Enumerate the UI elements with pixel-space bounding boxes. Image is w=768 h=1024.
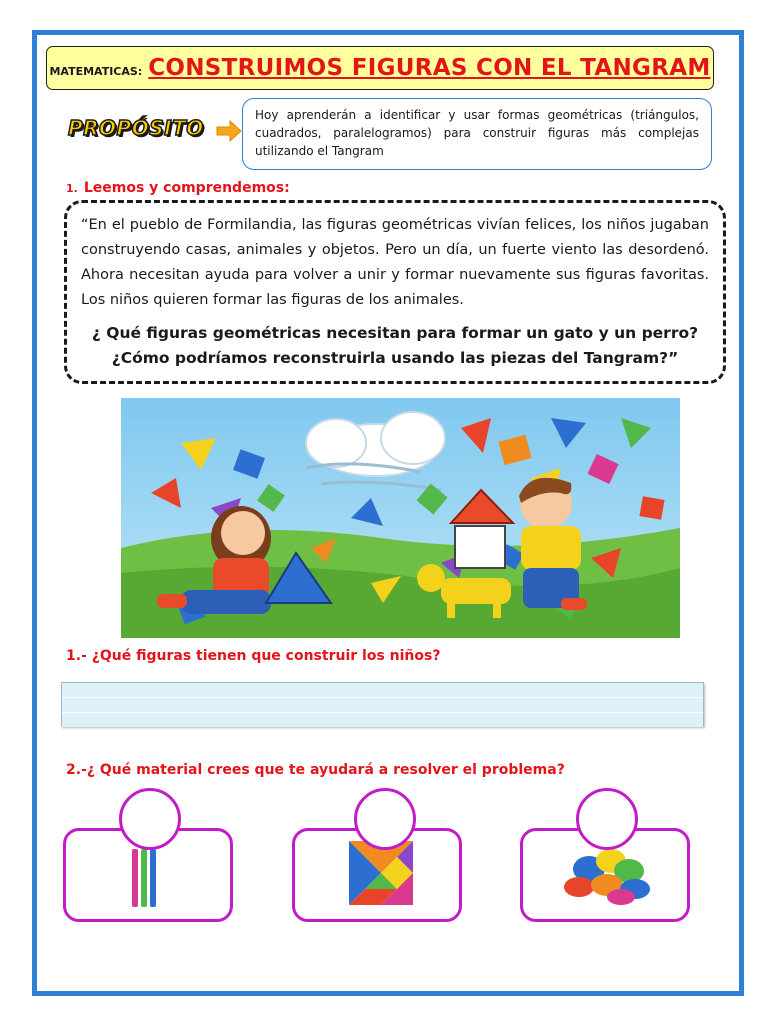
page-title: CONSTRUIMOS FIGURAS CON EL TANGRAM xyxy=(148,55,711,81)
story-question: ¿ Qué figuras geométricas necesitan para formar un gato y un perro? ¿Cómo podríamos reconstruirla usando las piezas del Tangram?” xyxy=(91,324,699,367)
arrow-right-icon xyxy=(216,120,242,142)
sticks-icon xyxy=(126,847,166,909)
section-number: 1. xyxy=(66,182,78,195)
question-2: 2.-¿ Qué material crees que te ayudará a resolver el problema? xyxy=(66,762,565,778)
purpose-label: PROPÓSITO xyxy=(68,116,204,140)
answer-lines[interactable] xyxy=(61,682,704,726)
white-square xyxy=(455,526,505,568)
subject-label: MATEMATICAS: xyxy=(49,64,143,78)
story-box xyxy=(64,200,726,384)
question-1: 1.- ¿Qué figuras tienen que construir los niños? xyxy=(66,648,441,664)
story-text: “En el pueblo de Formilandia, las figuras geométricas vivían felices, los niños jugaban construyendo casas, animales y objetos. Pero un día, un fuerte viento las desordenó. Ahora necesitan ayuda para volver a unir y formar nuevamente sus figuras favoritas. Los niños quieren formar las figuras de los animales. xyxy=(81,217,709,308)
section-heading xyxy=(66,180,290,196)
story-illustration xyxy=(121,398,680,638)
section-title: Leemos y comprendemos: xyxy=(83,180,290,196)
option-circle-3[interactable] xyxy=(576,788,638,850)
option-circle-2[interactable] xyxy=(354,788,416,850)
answer-line xyxy=(62,713,703,727)
title-bar xyxy=(46,46,714,90)
option-circle-1[interactable] xyxy=(119,788,181,850)
purpose-text: Hoy aprenderán a identificar y usar formas geométricas (triángulos, cuadrados, paralelogramos) para construir figuras más complejas utilizando el Tangram xyxy=(255,108,699,158)
tangram-icon xyxy=(349,841,413,905)
purpose-box xyxy=(242,98,712,170)
answer-line xyxy=(62,683,703,697)
answer-line xyxy=(62,698,703,712)
